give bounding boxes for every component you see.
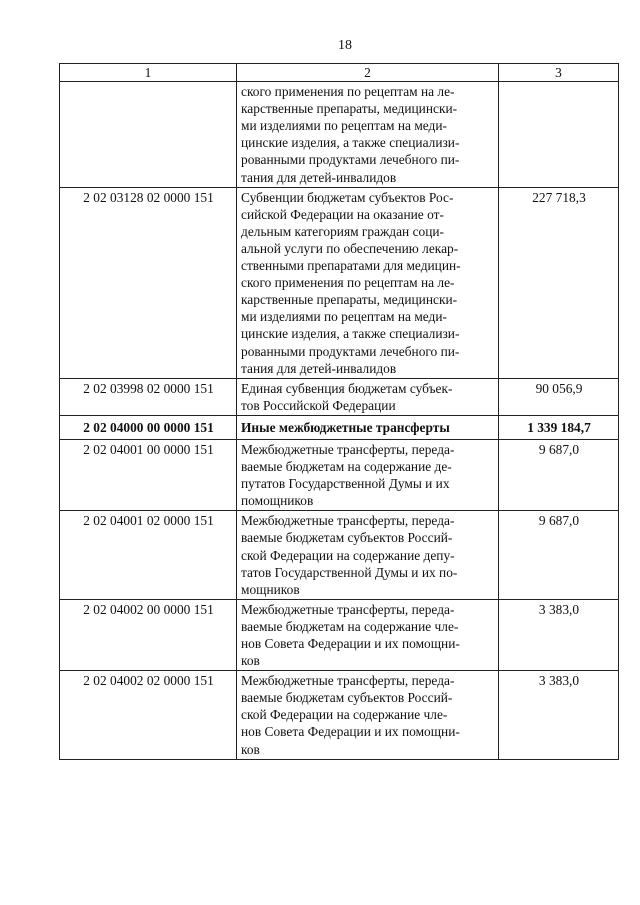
column-header-amount: 3 [499,64,619,82]
description-line: ственными препаратами для медицин- [241,258,461,274]
row-description [237,378,499,415]
column-header-description: 2 [237,64,499,82]
description-line: ского применения по рецептам на ле- [241,275,455,291]
description-line: ми изделиями по рецептам на меди- [241,118,447,134]
row-description [237,439,499,510]
description-line: тов Российской Федерации [241,397,396,413]
row-description [237,511,499,599]
description-line: Межбюджетные трансферты, переда- [241,601,455,617]
budget-table [59,63,619,760]
description-line: ваемые бюджетам на содержание чле- [241,618,459,634]
row-description [237,671,499,759]
row-amount: 3 383,0 [499,599,619,670]
description-line: помощников [241,493,314,509]
description-line: мощников [241,581,300,597]
description-line: Межбюджетные трансферты, переда- [241,673,455,689]
table-row [60,599,619,670]
table-row [60,511,619,599]
page-number: 18 [338,38,352,53]
description-line: Иные межбюджетные трансферты [241,419,450,435]
table-row [60,415,619,439]
description-line: рованными продуктами лечебного пи- [241,152,460,168]
row-description [237,187,499,378]
description-line: ваемые бюджетам субъектов Россий- [241,690,453,706]
description-line: нов Совета Федерации и их помощни- [241,724,460,740]
description-line: сийской Федерации на оказание от- [241,206,444,222]
column-header-code: 1 [60,64,237,82]
description-line: ской Федерации на содержание чле- [241,707,448,723]
description-line: ваемые бюджетам на содержание де- [241,459,452,475]
description-line: татов Государственной Думы и их по- [241,564,458,580]
description-line: ской Федерации на содержание депу- [241,547,455,563]
description-line: ского применения по рецептам на ле- [241,84,455,100]
row-code: 2 02 03998 02 0000 151 [60,378,237,415]
row-amount: 9 687,0 [499,511,619,599]
row-amount: 9 687,0 [499,439,619,510]
description-line: нов Совета Федерации и их помощни- [241,636,460,651]
row-description [237,82,499,188]
row-code [60,82,237,188]
description-line: карственные препараты, медицински- [241,101,458,117]
row-amount: 227 718,3 [499,187,619,378]
description-line: ваемые бюджетам субъектов Россий- [241,530,453,546]
description-line: Единая субвенция бюджетам субъек- [241,380,453,396]
row-code: 2 02 03128 02 0000 151 [60,187,237,378]
description-line: Межбюджетные трансферты, переда- [241,513,455,529]
description-line: путатов Государственной Думы и их [241,476,450,492]
description-line: цинские изделия, а также специализи- [241,326,460,342]
row-description [237,415,499,439]
description-line: тания для детей-инвалидов [241,360,397,376]
description-line: цинские изделия, а также специализи- [241,135,460,151]
row-amount: 90 056,9 [499,378,619,415]
row-amount: 3 383,0 [499,671,619,759]
row-description [237,599,499,670]
description-line: ми изделиями по рецептам на меди- [241,309,447,325]
description-line: Межбюджетные трансферты, переда- [241,441,455,457]
row-amount: 1 339 184,7 [499,415,619,439]
row-code: 2 02 04002 02 0000 151 [60,671,237,759]
table-header-row [60,64,619,82]
description-line: ков [241,741,260,757]
description-line: дельным категориям граждан соци- [241,223,445,239]
row-code: 2 02 04001 00 0000 151 [60,439,237,510]
table-row [60,82,619,188]
table-row [60,439,619,510]
description-line: ков [241,653,260,669]
description-line: тания для детей-инвалидов [241,169,397,185]
description-line: карственные препараты, медицински- [241,292,458,308]
description-line: Субвенции бюджетам субъектов Рос- [241,189,454,205]
row-amount [499,82,619,188]
description-line: рованными продуктами лечебного пи- [241,343,460,359]
table-row [60,187,619,378]
row-code: 2 02 04002 00 0000 151 [60,599,237,670]
row-code: 2 02 04000 00 0000 151 [60,415,237,439]
description-line: альной услуги по обеспечению лекар- [241,240,459,256]
row-code: 2 02 04001 02 0000 151 [60,511,237,599]
table-body [60,82,619,760]
table-row [60,378,619,415]
table-row [60,671,619,759]
